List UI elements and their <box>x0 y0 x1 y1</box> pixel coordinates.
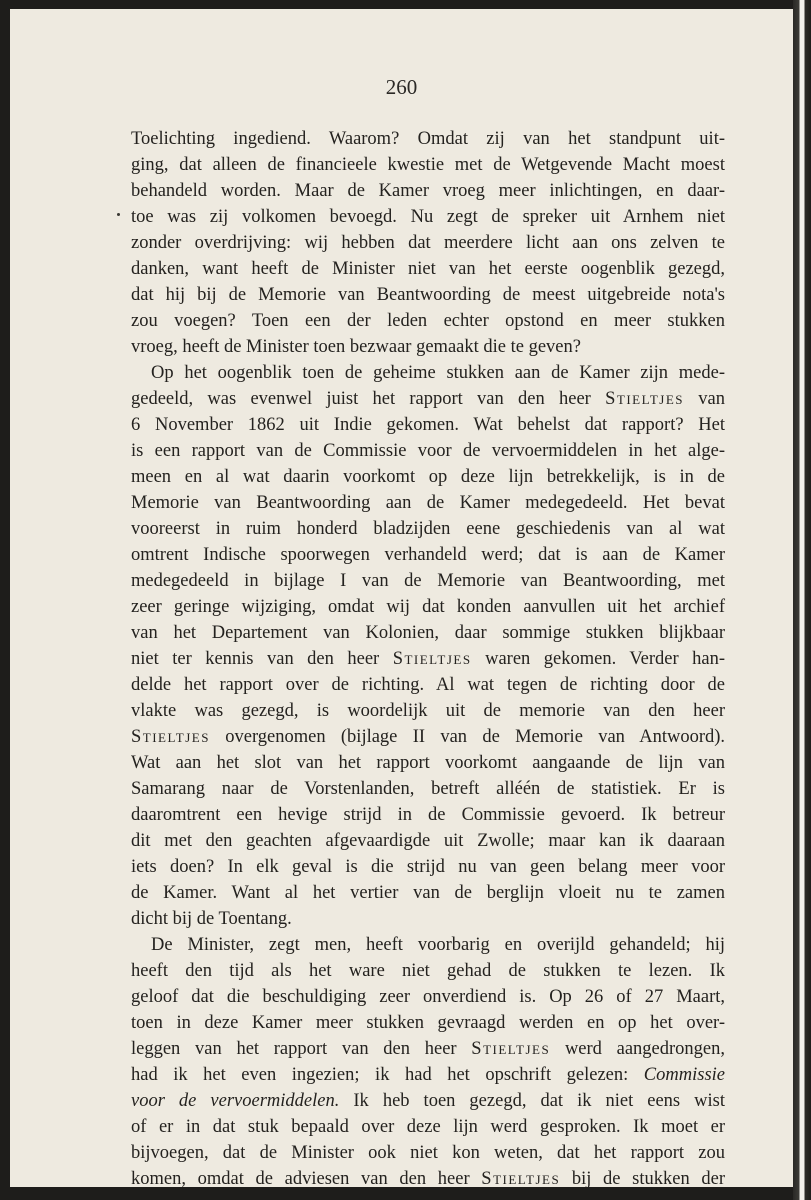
text-line: dat hij bij de Memorie van Beantwoording de meest uitgebreide nota's <box>131 285 725 305</box>
text-line: is een rapport van de Commissie voor de vervoermiddelen in het alge- <box>131 441 725 461</box>
text-line: had ik het even ingezien; ik had het opschrift gelezen: Commissie <box>131 1065 725 1085</box>
name-stieltjes: Stieltjes <box>471 1039 551 1059</box>
text-line: meen en al wat daarin voorkomt op deze lijn betrekkelijk, is in de <box>131 467 725 487</box>
text-line: dicht bij de Toentang. <box>131 909 292 929</box>
text-line: ging, dat alleen de financieele kwestie met de Wetgevende Macht moest <box>131 155 725 175</box>
text-line: behandeld worden. Maar de Kamer vroeg meer inlichtingen, en daar- <box>131 181 725 201</box>
text-line: de Kamer. Want al het vertier van de berglijn vloeit nu te zamen <box>131 883 725 903</box>
text-line: of er in dat stuk bepaald over deze lijn werd gesproken. Ik moet er <box>131 1117 725 1137</box>
text-line: heeft den tijd als het ware niet gehad de stukken te lezen. Ik <box>131 961 725 981</box>
text-line: De Minister, zegt men, heeft voorbarig en overijld gehandeld; hij <box>151 935 725 955</box>
page-number: 260 <box>385 75 418 99</box>
text-line: Toelichting ingediend. Waarom? Omdat zij van het standpunt uit- <box>131 129 725 149</box>
ink-speck <box>117 213 120 216</box>
text-line: Op het oogenblik toen de geheime stukken aan de Kamer zijn mede- <box>151 363 725 383</box>
text-line: toen in deze Kamer meer stukken gevraagd werden en op het over- <box>131 1013 725 1033</box>
text-line: bijvoegen, dat de Minister ook niet kon weten, dat het rapport zou <box>131 1143 725 1163</box>
text-line: zonder overdrijving: wij hebben dat meerdere licht aan ons zelven te <box>131 233 725 253</box>
text-line: iets doen? In elk geval is die strijd nu van geen belang meer voor <box>131 857 725 877</box>
text-line: medegedeeld in bijlage I van de Memorie van Beantwoording, met <box>131 571 725 591</box>
text-line: gedeeld, was evenwel juist het rapport van den heer Stieltjes van <box>131 389 725 409</box>
text-line: Samarang naar de Vorstenlanden, betreft alléén de statistiek. Er is <box>131 779 725 799</box>
text-line: daaromtrent een hevige strijd in de Commissie gevoerd. Ik betreur <box>131 805 725 825</box>
text-line: delde het rapport over de richting. Al wat tegen de richting door de <box>131 675 725 695</box>
text-line: van het Departement van Kolonien, daar sommige stukken blijkbaar <box>131 623 725 643</box>
italic-title: Commissie <box>643 1065 725 1085</box>
book-page <box>10 9 793 1187</box>
text-line: zou voegen? Toen een der leden echter opstond en meer stukken <box>131 311 725 331</box>
name-stieltjes: Stieltjes <box>392 649 472 669</box>
book-edge <box>793 0 811 1200</box>
text-line: vooreerst in ruim honderd bladzijden eene geschiedenis van al wat <box>131 519 725 539</box>
text-line: danken, want heeft de Minister niet van het eerste oogenblik gezegd, <box>131 259 725 279</box>
text-line: zeer geringe wijziging, omdat wij dat konden aanvullen uit het archief <box>131 597 725 617</box>
text-line: voor de vervoermiddelen. Ik heb toen gezegd, dat ik niet eens wist <box>131 1091 725 1111</box>
text-line: leggen van het rapport van den heer Stieltjes werd aangedrongen, <box>131 1039 726 1059</box>
text-line: Memorie van Beantwoording aan de Kamer medegedeeld. Het bevat <box>131 493 725 513</box>
text-line: toe was zij volkomen bevoegd. Nu zegt de spreker uit Arnhem niet <box>131 207 725 227</box>
text-line: Wat aan het slot van het rapport voorkomt aangaande de lijn van <box>131 753 725 773</box>
text-line: Stieltjes overgenomen (bijlage II van de Memorie van Antwoord). <box>131 727 726 747</box>
name-stieltjes: Stieltjes <box>131 727 210 747</box>
text-line: 6 November 1862 uit Indie gekomen. Wat behelst dat rapport? Het <box>131 415 725 435</box>
name-stieltjes: Stieltjes <box>481 1169 561 1187</box>
text-line: komen, omdat de adviesen van den heer Stieltjes bij de stukken der <box>131 1169 726 1187</box>
text-line: omtrent Indische spoorwegen verhandeld werd; dat is aan de Kamer <box>131 545 725 565</box>
text-line: geloof dat die beschuldiging zeer onverdiend is. Op 26 of 27 Maart, <box>131 987 725 1007</box>
text-line: dit met den geachten afgevaardigde uit Zwolle; maar kan ik daaraan <box>131 831 725 851</box>
text-line: vroeg, heeft de Minister toen bezwaar gemaakt die te geven? <box>131 337 581 357</box>
text-line: vlakte was gezegd, is woordelijk uit de memorie van den heer <box>131 701 725 721</box>
text-line: niet ter kennis van den heer Stieltjes waren gekomen. Verder han- <box>131 649 725 669</box>
name-stieltjes: Stieltjes <box>605 389 685 409</box>
italic-title: voor de vervoermiddelen. <box>131 1091 340 1111</box>
